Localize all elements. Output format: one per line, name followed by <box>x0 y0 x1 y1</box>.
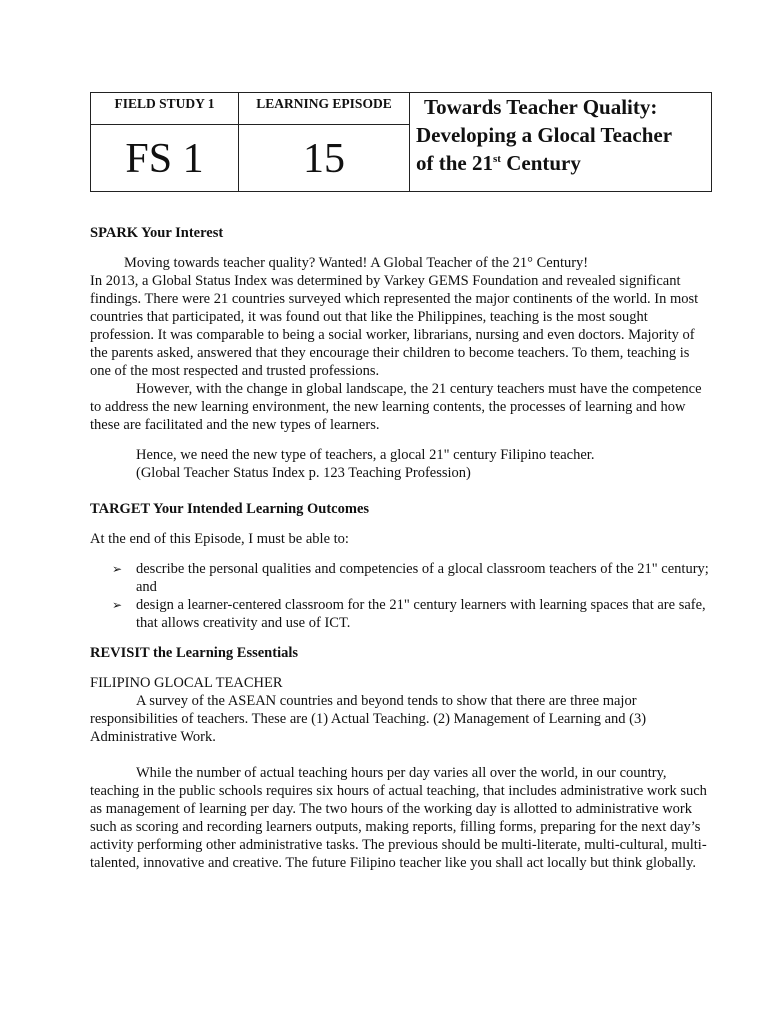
arrow-bullet-icon: ➢ <box>112 598 123 612</box>
field-study-label-cell <box>90 92 239 125</box>
learning-episode-label: LEARNING EPISODE <box>256 96 392 111</box>
episode-title-line1: Towards Teacher Quality: <box>424 95 658 119</box>
spark-paragraph-1: Moving towards teacher quality? Wanted! A Global Teacher of the 21° Century! <box>124 255 589 271</box>
episode-title-line3-pre: of the 21 <box>416 151 493 175</box>
episode-title <box>410 93 711 177</box>
outcomes-list <box>90 560 712 632</box>
outcome-text: describe the personal qualities and competencies of a glocal classroom teachers of the 21" century; and <box>136 561 709 595</box>
spark-heading: SPARK Your Interest <box>90 225 224 241</box>
episode-title-line2: Developing a Glocal Teacher <box>416 123 673 147</box>
episode-title-line3 <box>416 149 711 177</box>
document-page <box>90 92 712 872</box>
episode-number-cell <box>238 124 410 192</box>
episode-title-cell <box>409 92 712 192</box>
list-item <box>112 596 712 632</box>
spark-citation: (Global Teacher Status Index p. 123 Teaching Profession) <box>136 465 471 481</box>
header-table <box>90 92 712 192</box>
episode-number: 15 <box>303 136 345 182</box>
revisit-heading: REVISIT the Learning Essentials <box>90 645 299 661</box>
spark-paragraph-2: In 2013, a Global Status Index was determined by Varkey GEMS Foundation and revealed significant findings. There were 21 countries surveyed which represented the major continents of the world. In most countries that participated, it was found out that like the Philippines, teaching is the most sought profession. It was comparable to being a social worker, librarians, nursing and even doctors. Majority of the parents asked, answered that they encourage their children to become teachers. To them, teaching is one of the most respected and trusted professions. <box>90 273 699 379</box>
revisit-paragraph-1: A survey of the ASEAN countries and beyond tends to show that there are three major responsibilities of teachers. These are (1) Actual Teaching. (2) Management of Learning and (3) Administrative Work. <box>90 693 647 745</box>
field-study-label: FIELD STUDY 1 <box>114 96 215 111</box>
target-intro: At the end of this Episode, I must be able to: <box>90 531 349 547</box>
arrow-bullet-icon: ➢ <box>112 562 123 576</box>
spark-paragraph-3: However, with the change in global landscape, the 21 century teachers must have the competence to address the new learning environment, the new learning contents, the processes of learning and how these are facilitated and the new types of learners. <box>90 381 702 433</box>
spark-paragraph-4: Hence, we need the new type of teachers, a glocal 21" century Filipino teacher. <box>136 447 595 463</box>
field-study-value-cell <box>90 124 239 192</box>
revisit-paragraph-2: While the number of actual teaching hours per day varies all over the world, in our country, teaching in the public schools requires six hours of actual teaching, that includes administrative work such as management of learning per day. The two hours of the working day is allotted to administrative work such as scoring and recording learners outputs, making reports, filling forms, preparing for the next day’s activity performing other administrative tasks. The previous should be multi-literate, multi-cultural, multi-talented, innovative and creative. The future Filipino teacher like you shall act locally but think globally. <box>90 765 707 871</box>
list-item <box>112 560 712 596</box>
target-heading: TARGET Your Intended Learning Outcomes <box>90 501 370 517</box>
outcome-text: design a learner-centered classroom for the 21" century learners with learning spaces that are safe, that allows creativity and use of ICT. <box>136 597 706 631</box>
field-study-value: FS 1 <box>125 136 204 182</box>
episode-title-line3-post: Century <box>500 151 581 175</box>
episode-title-superscript: st <box>493 153 501 165</box>
revisit-subheading: FILIPINO GLOCAL TEACHER <box>90 675 283 691</box>
learning-episode-label-cell <box>238 92 410 125</box>
